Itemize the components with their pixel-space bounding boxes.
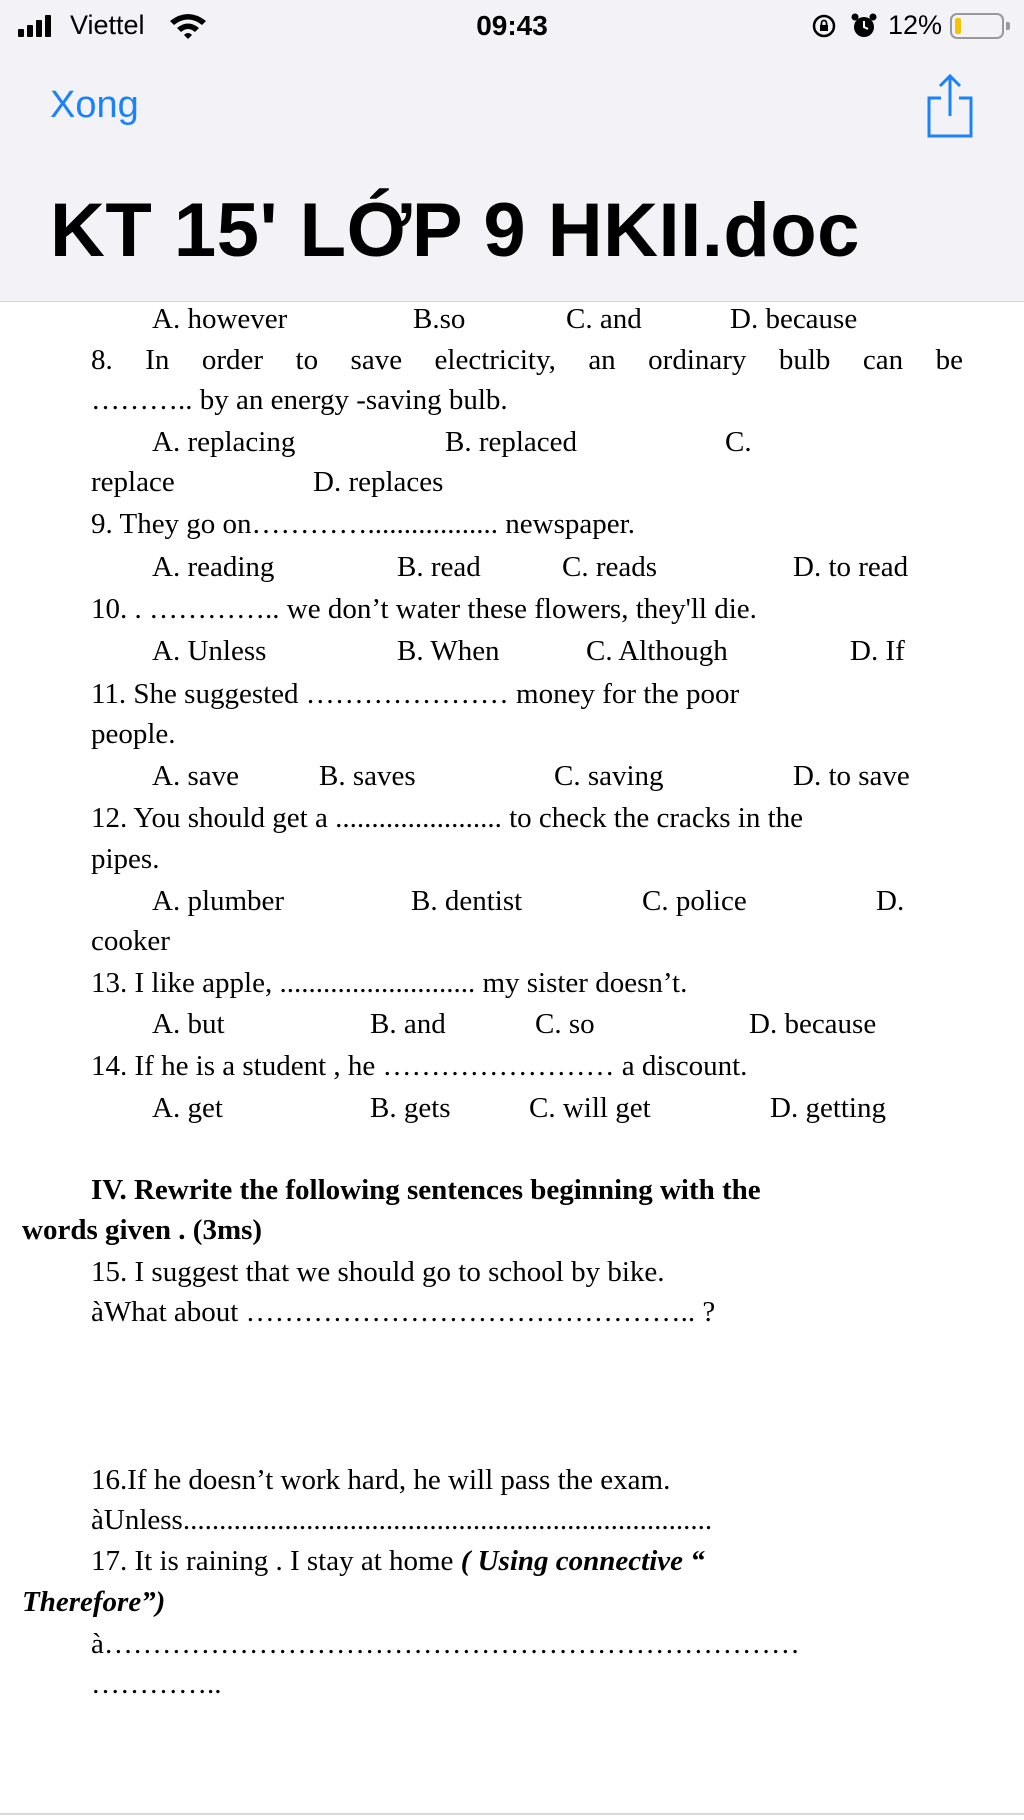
q11-question: 11. She suggested ………………… money for the poor: [91, 678, 740, 710]
q16-question: 16.If he doesn’t work hard, he will pass the exam.: [91, 1464, 671, 1496]
q12-option-d: D.: [876, 885, 905, 917]
q13-question: 13. I like apple, ........................... my sister doesn’t.: [91, 967, 688, 999]
q8-option-b: B. replaced: [445, 426, 578, 458]
q7-option-b: B.so: [413, 303, 466, 335]
q10-option-b: B. When: [397, 635, 500, 667]
q8-question: 8. In order to save electricity, an ordinary bulb can be: [91, 344, 963, 376]
q9-option-d: D. to read: [793, 551, 909, 583]
q14-option-a: A. get: [152, 1092, 223, 1124]
q10-option-d: D. If: [850, 635, 905, 667]
carrier-name: Viettel: [70, 10, 145, 40]
q12-question-cont: pipes.: [91, 843, 160, 875]
q13-option-a: A. but: [152, 1008, 225, 1040]
q17-question-cont: Therefore”): [22, 1586, 166, 1618]
section-heading: IV. Rewrite the following sentences beginning with the: [91, 1174, 761, 1206]
document-title: KT 15' LỚP 9 HKII.doc: [50, 188, 860, 273]
q11-option-b: B. saves: [319, 760, 416, 792]
q7-option-d: D. because: [730, 303, 858, 335]
q11-option-c: C. saving: [554, 760, 664, 792]
q17-answer-line: à………………………………………………………………: [91, 1628, 800, 1660]
q8-option-a: A. replacing: [152, 426, 296, 458]
q8-option-c: C.: [725, 426, 752, 458]
q15-answer-line: àWhat about ……………………………………….. ?: [91, 1296, 716, 1328]
q9-option-b: B. read: [397, 551, 481, 583]
navigation-bar: [0, 52, 1024, 302]
q17-answer-line-cont: …………..: [91, 1668, 222, 1700]
q14-option-d: D. getting: [770, 1092, 886, 1124]
q12-question: 12. You should get a ....................... to check the cracks in the: [91, 802, 804, 834]
q13-option-d: D. because: [749, 1008, 877, 1040]
q14-option-c: C. will get: [529, 1092, 651, 1124]
q14-question: 14. If he is a student , he …………………… a discount.: [91, 1050, 748, 1082]
q8-option-c-cont: replace: [91, 466, 175, 498]
q10-option-a: A. Unless: [152, 635, 267, 667]
orientation-lock-icon: [812, 14, 836, 38]
q12-option-a: A. plumber: [152, 885, 285, 917]
q9-option-c: C. reads: [562, 551, 658, 583]
battery-percentage: 12%: [888, 10, 943, 40]
q12-option-b: B. dentist: [411, 885, 523, 917]
q13-option-c: C. so: [535, 1008, 595, 1040]
done-button[interactable]: Xong: [50, 84, 139, 126]
q7-option-c: C. and: [566, 303, 642, 335]
q12-option-c: C. police: [642, 885, 747, 917]
q11-question-cont: people.: [91, 718, 176, 750]
q11-option-d: D. to save: [793, 760, 910, 792]
q9-question: 9. They go on………….................. newspaper.: [91, 508, 635, 540]
q10-option-c: C. Although: [586, 635, 728, 667]
q11-option-a: A. save: [152, 760, 239, 792]
q15-question: 15. I suggest that we should go to school by bike.: [91, 1256, 665, 1288]
share-icon[interactable]: [925, 72, 975, 140]
q16-answer-line: àUnless.........................................................................: [91, 1504, 713, 1536]
section-heading-cont: words given . (3ms): [22, 1214, 263, 1246]
q8-question-cont: ……….. by an energy -saving bulb.: [91, 384, 508, 416]
q8-option-d: D. replaces: [313, 466, 444, 498]
q10-question: 10. . ………….. we don’t water these flowers, they'll die.: [91, 593, 757, 625]
home-divider: [0, 1813, 1024, 1815]
q13-option-b: B. and: [370, 1008, 446, 1040]
q9-option-a: A. reading: [152, 551, 275, 583]
alarm-icon: [850, 12, 878, 40]
q12-option-d-cont: cooker: [91, 925, 170, 957]
q17-question: 17. It is raining . I stay at home ( Using connective “: [91, 1545, 705, 1577]
q14-option-b: B. gets: [370, 1092, 451, 1124]
q7-option-a: A. however: [152, 303, 288, 335]
status-bar: [0, 0, 1024, 52]
document-view[interactable]: [0, 303, 1024, 1813]
status-time: 09:43: [476, 10, 548, 41]
battery-icon: [950, 13, 1004, 39]
